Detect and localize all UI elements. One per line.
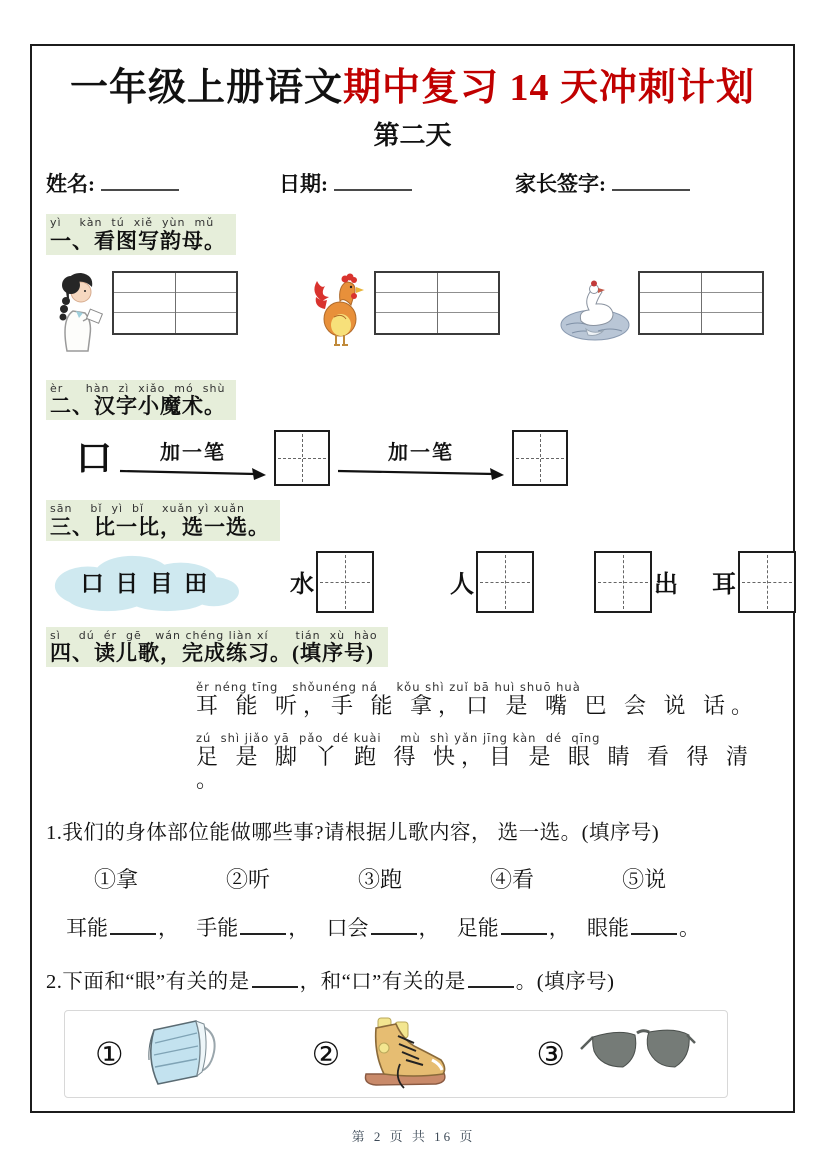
- image-option-1-number: ①: [95, 1035, 124, 1072]
- image-option-2-number: ②: [311, 1035, 341, 1072]
- fill-label-1: 耳能: [66, 915, 108, 940]
- option-2: ②听: [226, 866, 271, 892]
- image-option-1: [95, 1014, 234, 1093]
- poem-line-1-pinyin: ěr néng tīng shǒunéng ná kǒu shì zuǐ bā huì shuō huà: [196, 680, 581, 695]
- title-red-part: 期中复习 14 天冲刺计划: [343, 67, 756, 109]
- section1-pinyin: yì kàn tú xiě yùn mǔ: [50, 216, 215, 229]
- fill-label-4: 足能: [456, 915, 499, 940]
- face-mask-image: [138, 1014, 234, 1093]
- parent-signature-blank[interactable]: [612, 169, 690, 191]
- fill-blank-2[interactable]: [240, 915, 286, 935]
- image-option-3: [536, 1023, 697, 1084]
- section3-title: 三、比一比，选一选。: [50, 514, 270, 539]
- compare-item-1: [288, 551, 378, 613]
- fill-blank-3[interactable]: [371, 915, 417, 935]
- sneaker-shoe-image: [354, 1012, 458, 1095]
- compare-item-2: [448, 551, 538, 613]
- compare-item-4: [710, 551, 800, 613]
- section3: [46, 500, 779, 613]
- question2-part2: ，和“口”有关的是: [299, 970, 466, 993]
- separator: ，: [548, 915, 570, 940]
- fill-label-5: 眼能: [587, 915, 629, 940]
- section3-pinyin: sān bǐ yì bǐ xuǎn yì xuǎn: [50, 502, 245, 516]
- question2-text: [46, 964, 779, 994]
- question2-part1: 2.下面和“眼”有关的是: [46, 970, 250, 993]
- character-bank-cloud: [46, 551, 242, 613]
- separator: 。: [679, 915, 700, 940]
- question1-fill-row: [66, 912, 779, 942]
- arrow-line-icon: [118, 465, 268, 481]
- pinyin-writing-grid-2[interactable]: [374, 271, 500, 335]
- option-4: ④看: [490, 866, 535, 892]
- fill-label-2: 手能: [196, 915, 239, 940]
- question2-blank-2[interactable]: [468, 968, 514, 988]
- option-3: ③跑: [358, 866, 403, 892]
- fill-label-3: 口会: [326, 915, 369, 940]
- poem-line-2: [196, 732, 779, 791]
- section1-exercise-row: [46, 267, 779, 358]
- poem-line-1: [196, 681, 779, 717]
- section2-title: 二、汉字小魔术。: [50, 394, 226, 419]
- pinyin-writing-grid-1[interactable]: [112, 271, 238, 335]
- option-5: ⑤说: [622, 866, 667, 892]
- girl-image: [46, 267, 106, 358]
- date-field: [279, 168, 412, 198]
- section2-header: [46, 380, 236, 421]
- sunglasses-image: [579, 1023, 697, 1084]
- day-subtitle: 第二天: [373, 121, 452, 150]
- separator: ，: [288, 915, 310, 940]
- section3-header: [46, 500, 280, 541]
- image-option-3-number: ③: [536, 1035, 565, 1072]
- compare-char: 耳: [712, 572, 736, 599]
- question1-options-row: [94, 863, 779, 894]
- name-blank[interactable]: [101, 169, 179, 191]
- question1-text: 1.我们的身体部位能做哪些事?请根据儿歌内容， 选一选。(填序号): [46, 821, 660, 844]
- compare-writing-box-4[interactable]: [738, 551, 796, 613]
- section4: [46, 627, 779, 1098]
- poem-line-1-text: 耳 能 听，手 能 拿，口 是 嘴 巴 会 说 话。: [196, 693, 760, 719]
- add-stroke-label-1: 加一笔: [160, 441, 227, 464]
- rooster-image: [310, 269, 368, 356]
- date-blank[interactable]: [334, 169, 412, 191]
- fill-blank-4[interactable]: [501, 915, 547, 935]
- parent-signature-field: [515, 168, 690, 198]
- section4-header: [46, 627, 388, 668]
- parent-signature-label: 家长签字:: [515, 172, 606, 196]
- character-writing-box-1[interactable]: [274, 430, 330, 486]
- name-field: [46, 168, 179, 198]
- fill-blank-5[interactable]: [631, 915, 677, 935]
- question2-part3: 。(填序号): [515, 970, 615, 993]
- compare-char: 人: [450, 572, 474, 599]
- section4-title: 四、读儿歌，完成练习。(填序号): [50, 641, 374, 666]
- section2: [46, 380, 779, 487]
- pinyin-writing-grid-3[interactable]: [638, 271, 764, 335]
- compare-item-3: [590, 551, 680, 613]
- page-border-frame: [30, 44, 795, 1113]
- option-1: ①拿: [94, 866, 139, 892]
- header-fields-row: [46, 168, 779, 198]
- start-character: 口: [76, 438, 113, 479]
- fill-blank-1[interactable]: [110, 915, 156, 935]
- title-black-part: 一年级上册语文: [69, 67, 343, 109]
- section1-title: 一、看图写韵母。: [50, 228, 226, 253]
- compare-writing-box-3[interactable]: [594, 551, 652, 613]
- character-bank-chars: 口 日 目 田: [80, 571, 208, 597]
- separator: ，: [158, 915, 179, 940]
- poem-line-2-text: 足 是 脚 丫 跑 得 快，目 是 眼 睛 看 得 清 。: [196, 743, 755, 792]
- separator: ，: [418, 915, 440, 940]
- arrow-line-icon: [336, 465, 506, 481]
- name-label: 姓名:: [46, 172, 95, 196]
- character-writing-box-2[interactable]: [512, 430, 568, 486]
- page-title: [46, 56, 779, 111]
- add-stroke-arrow-2: [336, 436, 506, 481]
- section2-pinyin: èr hàn zì xiǎo mó shù: [50, 381, 226, 395]
- section1: [46, 214, 779, 358]
- section4-pinyin: sì dú ér gē wán chéng liàn xí tián xù hào: [50, 628, 378, 642]
- question2-image-panel: [64, 1010, 728, 1098]
- page-number-footer: 第 2 页 共 16 页: [351, 1129, 476, 1144]
- swan-image: [558, 277, 632, 350]
- poem-line-2-pinyin: zú shì jiǎo yā pǎo dé kuài mù shì yǎn jīng kàn dé qīng: [196, 730, 601, 745]
- image-option-2: [312, 1012, 459, 1095]
- compare-writing-box-1[interactable]: [316, 551, 374, 613]
- section2-exercise-row: [46, 430, 779, 486]
- add-stroke-arrow-1: [118, 436, 268, 481]
- date-label: 日期:: [279, 172, 328, 196]
- section1-header: [46, 214, 236, 255]
- add-stroke-label-2: 加一笔: [388, 441, 455, 464]
- compare-char: 出: [654, 572, 678, 599]
- compare-writing-box-2[interactable]: [476, 551, 534, 613]
- section3-exercise-row: [46, 551, 779, 613]
- compare-char: 水: [290, 572, 314, 599]
- question2-blank-1[interactable]: [252, 968, 298, 988]
